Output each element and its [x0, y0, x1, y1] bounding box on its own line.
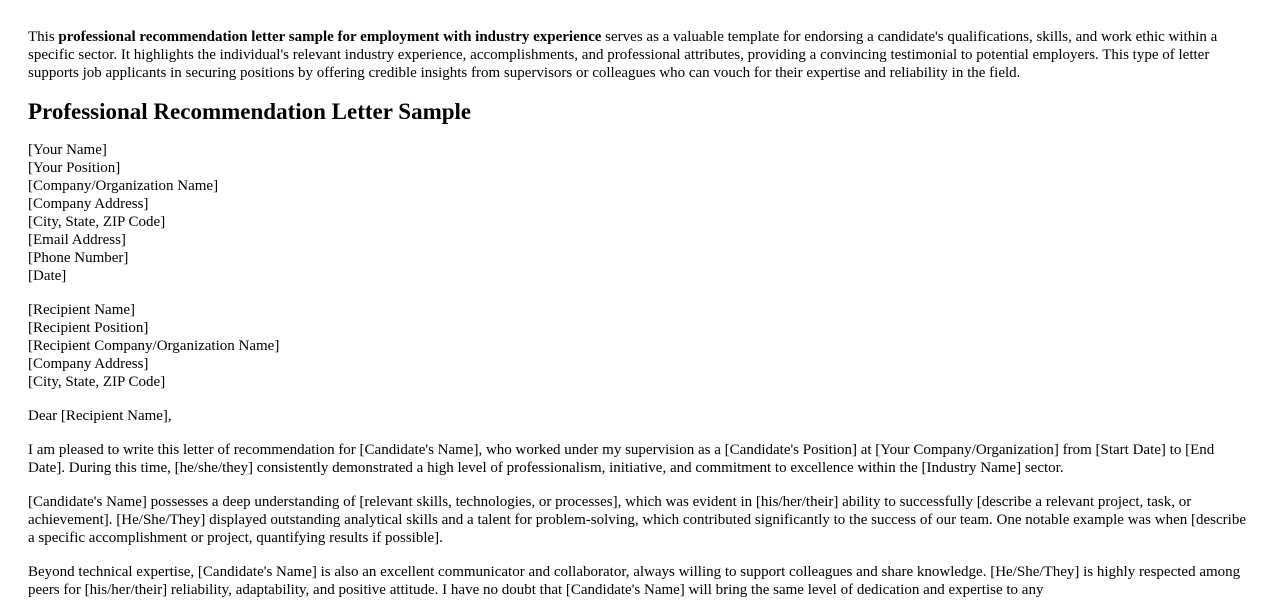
recipient-company: [Recipient Company/Organization Name]	[28, 338, 280, 354]
sender-position: [Your Position]	[28, 160, 121, 176]
body-paragraph-1: I am pleased to write this letter of recommendation for [Candidate's Name], who worked under my supervision as a [Candidate's Position] at [Your Company/Organization] from [Start Date] to [End Date]. During this time, [he/she/they] consistently demonstrated a high level of professionalism, initiative, and commitment to excellence within the [Industry Name] sector.	[28, 442, 1215, 476]
recipient-name: [Recipient Name]	[28, 302, 136, 318]
body-paragraph-3: Beyond technical expertise, [Candidate's Name] is also an excellent communicator and collaborator, always willing to support colleagues and share knowledge. [He/She/They] is highly respected among peers for [his/her/their] reliability, adaptability, and positive attitude. I have no doubt that [Candidate's Name] will bring the same level of dedication and expertise to any	[28, 564, 1241, 598]
intro-prefix: This	[28, 29, 59, 45]
sender-city-state-zip: [City, State, ZIP Code]	[28, 214, 166, 230]
sender-company: [Company/Organization Name]	[28, 178, 219, 194]
intro-bold-phrase: professional recommendation letter sample for employment with industry experience	[58, 29, 602, 45]
sender-name: [Your Name]	[28, 142, 107, 158]
sender-address-block	[28, 141, 1250, 285]
intro-paragraph	[28, 28, 1250, 82]
recipient-company-address: [Company Address]	[28, 356, 149, 372]
recipient-city-state-zip: [City, State, ZIP Code]	[28, 374, 166, 390]
intro-suffix: serves as a valuable template for endorsing a candidate's qualifications, skills, and work ethic within a specific sector. It highlights the individual's relevant industry experience, accomplishments, and professional attributes, providing a convincing testimonial to potential employers. This type of letter supports job applicants in securing positions by offering credible insights from supervisors or colleagues who can vouch for their expertise and reliability in the field.	[28, 29, 1218, 81]
letter-date: [Date]	[28, 268, 67, 284]
salutation: Dear [Recipient Name],	[28, 408, 172, 424]
sender-email: [Email Address]	[28, 232, 126, 248]
page-title: Professional Recommendation Letter Sample	[28, 99, 472, 124]
sender-company-address: [Company Address]	[28, 196, 149, 212]
sender-phone: [Phone Number]	[28, 250, 129, 266]
recipient-address-block	[28, 301, 1250, 391]
body-paragraph-2: [Candidate's Name] possesses a deep understanding of [relevant skills, technologies, or processes], which was evident in [his/her/their] ability to successfully [describe a relevant project, task, or achievement]. [He/She/They] displayed outstanding analytical skills and a talent for problem-solving, which contributed significantly to the success of our team. One notable example was when [describe a specific accomplishment or project, quantifying results if possible].	[28, 494, 1246, 546]
recipient-position: [Recipient Position]	[28, 320, 149, 336]
